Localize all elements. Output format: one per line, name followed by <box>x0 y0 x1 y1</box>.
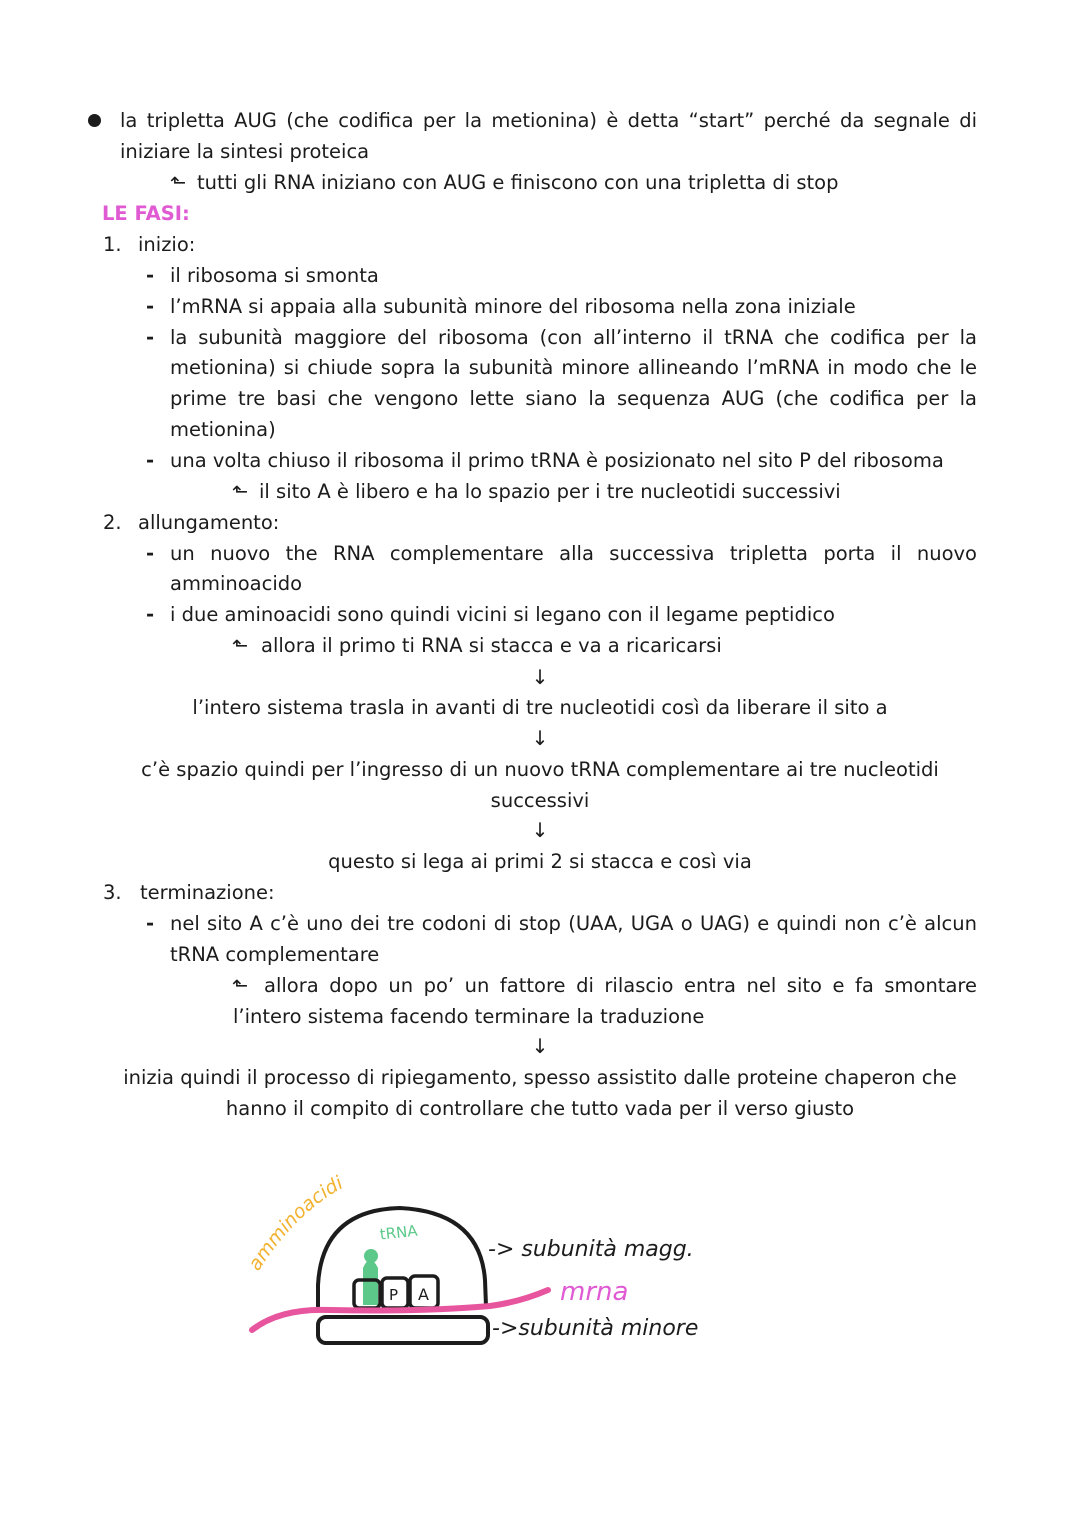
phase-1-number: 1. <box>103 233 122 256</box>
dash-icon: - <box>146 912 155 935</box>
corner-arrow-icon: ⬑ <box>232 480 249 503</box>
site-a-label: A <box>418 1285 429 1304</box>
phase-1-item-4: una volta chiuso il ribosoma il primo tRNA è posizionato nel sito P del ribosoma <box>170 449 944 472</box>
mrna-label: mrna <box>560 1277 629 1307</box>
phase-1-item-3-line-2: metionina) si chiude sopra la subunità minore allineando l’mRNA in modo che le <box>170 356 977 379</box>
phases-heading: LE FASI: <box>102 202 190 225</box>
phase-1-item-3-line-3: prime tre basi che vengono lette siano la sequenza AUG (che codifica per la <box>170 387 977 410</box>
phase-3-number: 3. <box>103 881 122 904</box>
phase-2-flow-3: questo si lega ai primi 2 si stacca e così via <box>328 850 752 873</box>
corner-arrow-icon: ⬑ <box>232 634 249 657</box>
bullet-sub-note: tutti gli RNA iniziano con AUG e finiscono con una tripletta di stop <box>197 171 839 194</box>
dash-icon: - <box>146 603 155 626</box>
phase-3-sub-line-1: allora dopo un po’ un fattore di rilascio entra nel sito e fa smontare <box>264 974 977 997</box>
bullet-line-2: iniziare la sintesi proteica <box>120 140 370 163</box>
dash-icon: - <box>146 542 155 565</box>
phase-2-sub-note: allora il primo ti RNA si stacca e va a ricaricarsi <box>261 634 722 657</box>
down-arrow-icon: ↓ <box>531 818 549 842</box>
corner-arrow-icon: ⬑ <box>170 171 187 194</box>
phase-3-final-line-1: inizia quindi il processo di ripiegamento, spesso assistito dalle proteine chaperon che <box>123 1066 957 1089</box>
phase-1-title: inizio: <box>138 233 196 256</box>
down-arrow-icon: ↓ <box>531 726 549 750</box>
small-subunit-label: ->subunità minore <box>492 1316 699 1341</box>
phase-2-item-1-line-2: amminoacido <box>170 572 303 595</box>
phase-1-sub-note: il sito A è libero e ha lo spazio per i tre nucleotidi successivi <box>259 480 841 503</box>
bullet-dot <box>88 114 101 127</box>
phase-2-flow-2-line-1: c’è spazio quindi per l’ingresso di un nuovo tRNA complementare ai tre nucleotidi <box>141 758 939 781</box>
phase-3-sub-line-2: l’intero sistema facendo terminare la traduzione <box>233 1005 705 1028</box>
phase-3-item-1-line-1: nel sito A c’è uno dei tre codoni di stop (UAA, UGA o UAG) e quindi non c’è alcun <box>170 912 977 935</box>
trna-molecule <box>363 1260 378 1305</box>
small-subunit-shape <box>318 1317 488 1343</box>
site-p-label: P <box>389 1286 399 1304</box>
phase-1-item-3-line-4: metionina) <box>170 418 276 441</box>
phase-3-title: terminazione: <box>140 881 275 904</box>
dash-icon: - <box>146 449 155 472</box>
phase-3-item-1-line-2: tRNA complementare <box>170 943 380 966</box>
aminoacid-label: amminoacidi <box>243 1171 347 1275</box>
corner-arrow-icon: ⬑ <box>232 974 249 997</box>
phase-1-item-3-line-1: la subunità maggiore del ribosoma (con all’interno il tRNA che codifica per la <box>170 326 977 349</box>
dash-icon: - <box>146 326 155 349</box>
down-arrow-icon: ↓ <box>531 1034 549 1058</box>
dash-icon: - <box>146 295 155 318</box>
large-subunit-label: -> subunità magg. <box>488 1237 694 1262</box>
phase-2-title: allungamento: <box>138 511 280 534</box>
trna-amino-dot <box>364 1249 378 1263</box>
phase-3-final-line-2: hanno il compito di controllare che tutto vada per il verso giusto <box>225 1097 855 1120</box>
phase-2-flow-1: l’intero sistema trasla in avanti di tre nucleotidi così da liberare il sito a <box>192 696 888 719</box>
phase-2-number: 2. <box>103 511 122 534</box>
bullet-line-1: la tripletta AUG (che codifica per la metionina) è detta “start” perché da segnale di <box>120 109 977 132</box>
down-arrow-icon: ↓ <box>531 665 549 689</box>
phase-2-item-1-line-1: un nuovo the RNA complementare alla successiva tripletta porta il nuovo <box>170 542 977 565</box>
phase-1-item-1: il ribosoma si smonta <box>170 264 379 287</box>
phase-1-item-2: l’mRNA si appaia alla subunità minore del ribosoma nella zona iniziale <box>170 295 856 318</box>
trna-label: tRNA <box>378 1221 419 1244</box>
phase-2-item-2: i due aminoacidi sono quindi vicini si legano con il legame peptidico <box>170 603 835 626</box>
ribosome-drawing <box>0 1140 1080 1540</box>
phase-2-flow-2-line-2: successivi <box>490 789 590 812</box>
dash-icon: - <box>146 264 155 287</box>
